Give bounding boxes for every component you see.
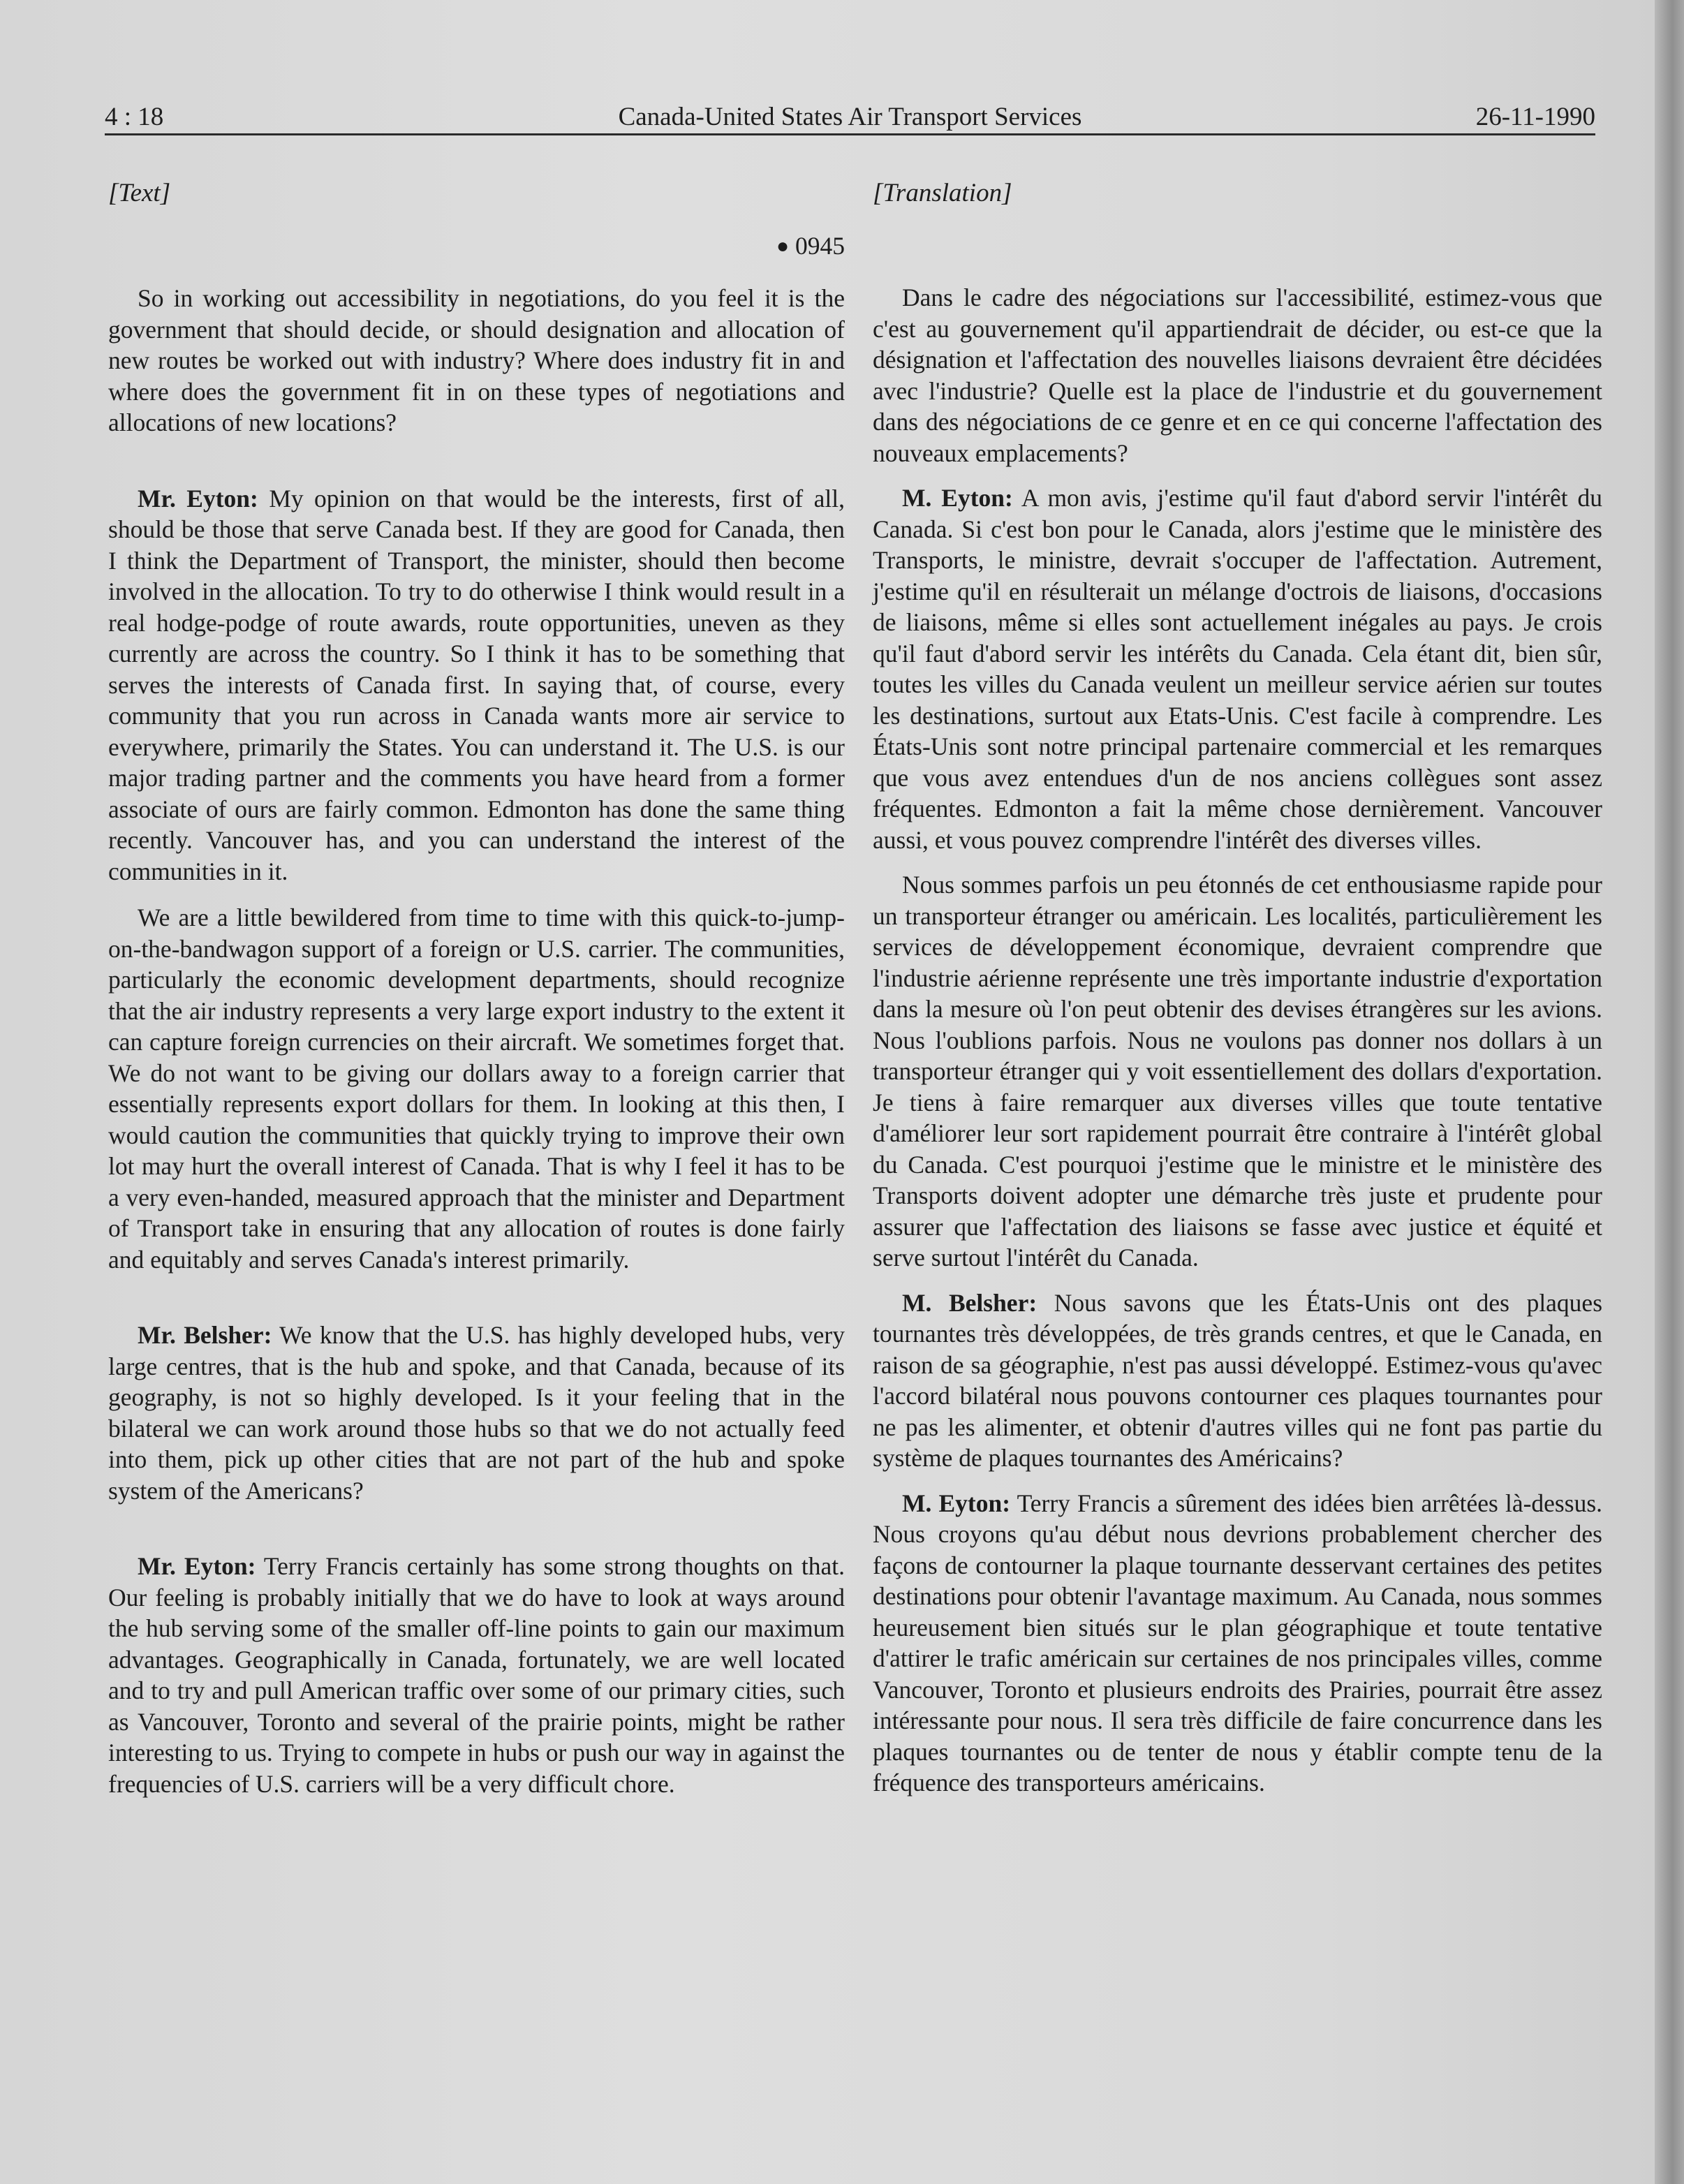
paragraph bbox=[873, 482, 1602, 855]
paragraph bbox=[873, 282, 1602, 468]
english-column bbox=[108, 178, 845, 1815]
paragraph-text: Terry Francis certainly has some strong thoughts on that. Our feeling is probably initially that we do have to look at ways around the hub serving some of the smaller off-line points to gain our maximum advantages. Geographically in Canada, fortunately, we are well located and to try and pull American traffic over some of our primary cities, such as Vancouver, Toronto and several of the prairie points, might be rather interesting to us. Trying to compete in hubs or push our way in against the frequencies of U.S. carriers will be a very difficult chore. bbox=[108, 1552, 845, 1798]
paragraph bbox=[873, 1287, 1602, 1474]
paragraph bbox=[108, 902, 845, 1275]
paragraph-text: We know that the U.S. has highly developed hubs, very large centres, that is the hub and spoke, and that Canada, because of its geography, is not so highly developed. Is it your feeling that in the bilateral we can work around those hubs so that we do not actually feed into them, pick up other cities that are not part of the hub and spoke system of the Americans? bbox=[108, 1321, 845, 1505]
speaker-name: M. Eyton: bbox=[902, 1489, 1011, 1517]
speaker-name: Mr. Belsher: bbox=[138, 1321, 272, 1349]
speaker-name: M. Belsher: bbox=[902, 1288, 1037, 1317]
paragraph-text: Nous savons que les États-Unis ont des plaques tournantes très développées, de très grands centres, et que le Canada, en raison de sa géographie, n'est pas aussi développé. Estimez-vous qu'avec l'accord bilatéral nous pouvons contourner ces plaques tournantes pour ne pas les alimenter, et obtenir d'autres villes qui ne font pas partie du système de plaques tournantes des Américains? bbox=[873, 1288, 1603, 1472]
page-number: 4 : 18 bbox=[105, 103, 164, 131]
paragraph-text: Terry Francis a sûrement des idées bien arrêtées là-dessus. Nous croyons qu'au début nous devrions probablement chercher des façons de contourner la plaque tournante desservant certaines des petites destinations pour obtenir l'avantage maximum. Au Canada, nous sommes heureusement bien situés sur le plan géographique et toute tentative d'attirer le trafic américain sur certaines de nos principales villes, comme Vancouver, Toronto et plusieurs endroits des Prairies, pourrait être assez intéressante pour nous. Il sera très difficile de faire concurrence dans les plaques tournantes ou de tenter de nous y établir compte tenu de la fréquence des transporteurs américains. bbox=[873, 1489, 1603, 1796]
speaker-name: Mr. Eyton: bbox=[138, 484, 258, 512]
paragraph-text: Nous sommes parfois un peu étonnés de cet enthousiasme rapide pour un transporteur étranger ou américain. Les localités, particulièrement les services de développement économique, devraient comprendre que l'industrie aérienne représente une très importante industrie d'exportation dans la mesure où l'on peut obtenir des devises étrangères sur les avions. Nous l'oublions parfois. Nous ne voulons pas donner nos dollars à un transporteur étranger qui y voit essentiellement des dollars d'exportation. Je tiens à faire remarquer aux diverses villes que toute tentative d'améliorer leur sort rapidement pourrait être contraire à l'intérêt global du Canada. C'est pourquoi j'estime que le ministre et le ministère des Transports doivent adopter une démarche très juste et prudente pour assurer que l'affectation des liaisons se fasse avec justice et équité et serve surtout l'intérêt du Canada. bbox=[873, 871, 1602, 1271]
paragraph-text: A mon avis, j'estime qu'il faut d'abord servir l'intérêt du Canada. Si c'est bon pour le Canada, alors j'estime que le ministère des Transports, le ministre, devrait s'occuper de l'affectation. Autrement, j'estime qu'il en résulterait un mélange d'octrois de liaisons, d'occasions de liaisons, même si elles sont actuellement inégales au pays. Je crois qu'il faut d'abord servir les intérêts du Canada. Cela étant dit, bien sûr, toutes les villes du Canada veulent un meilleur service aérien sur toutes les destinations, surtout aux Etats-Unis. C'est facile à comprendre. Les États-Unis sont notre principal partenaire commercial et les remarques que vous avez entendues d'un de nos anciens collègues sont assez fréquentes. Edmonton a fait la même chose dernièrement. Vancouver aussi, et vous pouvez comprendre l'intérêt des diverses villes. bbox=[873, 484, 1602, 854]
header-rule bbox=[105, 133, 1595, 135]
column-label-text: [Text] bbox=[108, 179, 171, 207]
speaker-name: Mr. Eyton: bbox=[138, 1552, 256, 1580]
french-column bbox=[873, 178, 1602, 1813]
paragraph-text: My opinion on that would be the interests, first of all, should be those that serve Canada best. If they are good for Canada, then I think the Department of Transport, the minister, should then become involved in the allocation. To try to do otherwise I think would result in a real hodge-podge of route awards, route opportunities, uneven as they currently are across the country. So I think it has to be something that serves the interests of Canada first. In saying that, of course, every community that you run across in Canada wants more air service to everywhere, primarily the States. You can understand it. The U.S. is our major trading partner and the comments you have heard from a former associate of ours are fairly common. Edmonton has done the same thing recently. Vancouver has, and you can understand the interest of the communities in it. bbox=[108, 484, 845, 885]
paragraph-text: So in working out accessibility in negotiations, do you feel it is the government that should decide, or should designation and allocation of new routes be worked out with industry? Where does industry fit in and where does the government fit in on these types of negotiations and allocations of new locations? bbox=[108, 284, 845, 436]
speaker-name: M. Eyton: bbox=[902, 484, 1013, 512]
paragraph bbox=[108, 483, 845, 887]
paragraph bbox=[108, 1320, 845, 1506]
header-date: 26-11-1990 bbox=[1475, 103, 1595, 131]
paragraph bbox=[108, 1551, 845, 1799]
page-edge bbox=[1655, 0, 1684, 2184]
running-title: Canada-United States Air Transport Services bbox=[618, 103, 1082, 131]
timestamp bbox=[108, 230, 845, 263]
column-label-translation: [Translation] bbox=[873, 179, 1012, 207]
page-header bbox=[105, 98, 1595, 137]
paragraph bbox=[108, 283, 845, 438]
timestamp-value: 0945 bbox=[795, 231, 845, 260]
paragraph bbox=[873, 1488, 1602, 1799]
paragraph bbox=[873, 869, 1602, 1274]
bullet-icon: ● bbox=[776, 234, 790, 258]
paragraph-text: We are a little bewildered from time to time with this quick-to-jump-on-the-bandwagon support of a foreign or U.S. carrier. The communities, particularly the economic development departments, should recognize that the air industry represents a very large export industry to the extent it can capture foreign currencies on their aircraft. We sometimes forget that. We do not want to be giving our dollars away to a foreign carrier that essentially represents export dollars for them. In looking at this then, I would caution the communities that quickly trying to improve their own lot may hurt the overall interest of Canada. That is why I feel it has to be a very even-handed, measured approach that the minister and Department of Transport take in ensuring that any allocation of routes is done fairly and equitably and serves Canada's interest primarily. bbox=[108, 903, 845, 1274]
paragraph-text: Dans le cadre des négociations sur l'accessibilité, estimez-vous que c'est au gouvernement qu'il appartiendrait de décider, ou est-ce que la désignation et l'affectation des nouvelles liaisons devraient être décidées avec l'industrie? Quelle est la place de l'industrie et du gouvernement dans des négociations de ce genre et en ce qui concerne l'affectation des nouveaux emplacements? bbox=[873, 283, 1602, 467]
